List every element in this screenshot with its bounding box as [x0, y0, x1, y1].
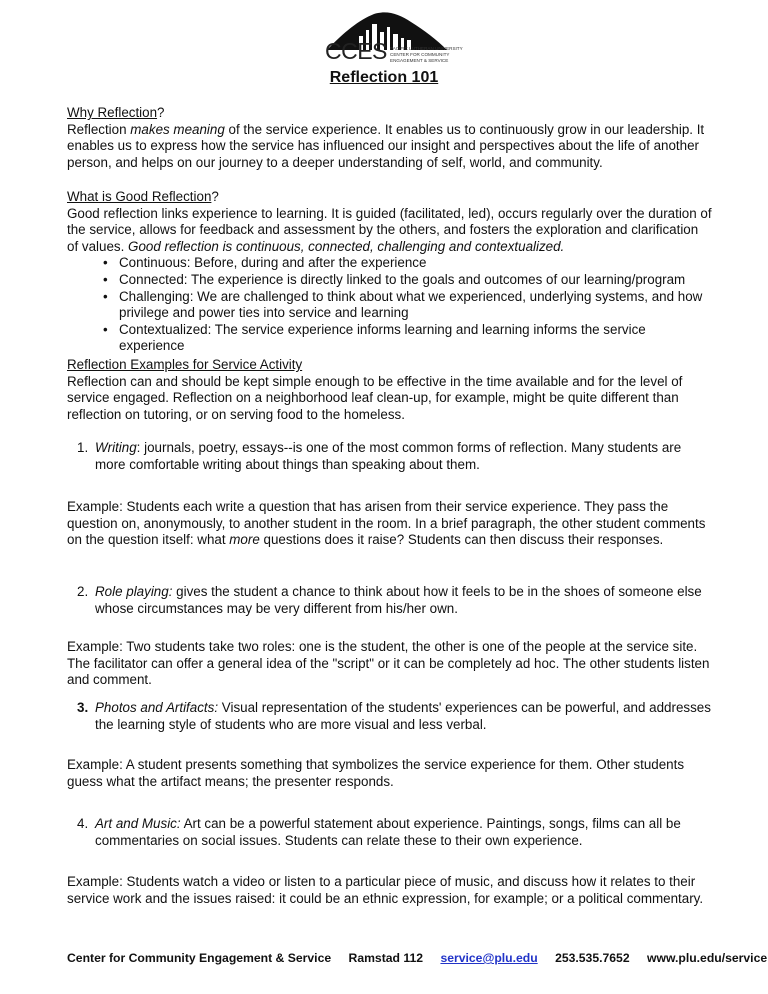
example-3-term: Photos and Artifacts:	[95, 700, 219, 715]
example-4-term: Art and Music:	[95, 816, 181, 831]
list-item: • Challenging: We are challenged to think about what we experienced, underlying systems, and how privilege and power ties into service and learning	[105, 289, 712, 322]
example-2-term: Role playing:	[95, 584, 173, 599]
example-2-rest: gives the student a chance to think about how it feels to be in the shoes of someone else whose circumstances may be very different from his/her own.	[95, 584, 702, 616]
examples-heading-text: Reflection Examples for Service Activity	[67, 357, 303, 372]
example-item-3	[67, 700, 712, 733]
example-1-example	[67, 499, 712, 549]
good-heading-text: What is Good Reflection	[67, 189, 212, 204]
example-1-rest: : journals, poetry, essays--is one of the most common forms of reflection. Many students are more comfortable writing about things than speaking about them.	[95, 440, 682, 472]
example-2-desc	[77, 584, 712, 617]
why-heading	[67, 105, 712, 122]
cces-logo	[319, 10, 463, 72]
logo-text	[390, 46, 463, 64]
good-body: Good reflection links experience to learning. It is guided (facilitated, led), occurs regularly over the duration of the service, allows for feedback and assessment by the others, and fosters the exploration and clarification of values.	[67, 205, 712, 254]
example-4-rest: Art can be a powerful statement about experience. Paintings, songs, films can all be commentaries on social issues. Students can relate these to their own experience.	[95, 816, 681, 848]
good-heading-punct: ?	[211, 189, 219, 204]
example-1-number: 1.	[77, 440, 89, 455]
list-item: • Continuous: Before, during and after the experience	[105, 255, 712, 272]
example-4-example	[67, 874, 712, 907]
example-item-4	[67, 816, 712, 849]
logo-acronym: CCES	[325, 38, 387, 64]
example-4-ex-text: Example: Students watch a video or listen to a particular piece of music, and discuss how it relates to their service work and the issues raised: it could be an ethnic expression, for example; or a political commentary.	[67, 874, 704, 906]
good-paragraph	[67, 206, 712, 256]
example-1-term: Writing	[95, 440, 137, 455]
example-item-2	[67, 584, 712, 617]
example-4-desc	[77, 816, 712, 849]
logo-line2: CENTER FOR COMMUNITY	[390, 52, 450, 57]
example-2-ex-text: Example: Two students take two roles: one is the student, the other is one of the people at the service site. The facilitator can offer a general idea of the "script" or it can be completely ad hoc. The other students listen and comment.	[67, 639, 710, 688]
example-item-1	[67, 440, 712, 473]
example-2-example	[67, 639, 712, 689]
footer-room: Ramstad 112	[348, 951, 424, 965]
examples-heading	[67, 357, 712, 374]
good-section	[67, 189, 712, 355]
example-3-desc	[77, 700, 712, 733]
page-title: Reflection 101	[329, 69, 439, 86]
why-post: of the service experience. It enables us to continuously grow in our leadership. It enables us to express how the service has influenced our insight and perspectives about the life of another person, and helps on our journey to a deeper understanding of self, world, and community.	[67, 121, 705, 170]
why-heading-punct: ?	[157, 105, 165, 120]
example-1-desc	[77, 440, 712, 473]
footer-org: Center for Community Engagement & Service	[67, 951, 332, 965]
list-item: • Contextualized: The service experience informs learning and learning informs the service experience	[105, 322, 712, 355]
good-heading	[67, 189, 712, 206]
example-2-number: 2.	[77, 584, 89, 599]
why-em: makes meaning	[130, 121, 225, 137]
footer-phone: 253.535.7652	[555, 951, 630, 965]
example-1-ex-pre: Example: Students each write a question that has arisen from their service experience. They pass the question on, anonymously, to another student in the room. In a brief paragraph, the other student comments on the question itself: what	[67, 499, 706, 548]
good-em: Good reflection is continuous, connected, challenging and contextualized.	[128, 238, 565, 254]
example-3-number: 3.	[77, 700, 89, 715]
examples-section	[67, 357, 712, 423]
why-section	[67, 105, 712, 171]
example-3-rest: Visual representation of the students' experiences can be powerful, and addresses the learning style of students who are more visual and less verbal.	[95, 700, 711, 732]
example-1-ex-post: questions does it raise? Students can then discuss their responses.	[259, 532, 664, 548]
example-3-example	[67, 757, 712, 790]
example-3-ex-text: Example: A student presents something that symbolizes the service experience for them. Other students guess what the artifact means; the presenter responds.	[67, 757, 685, 789]
logo-line3: ENGAGEMENT & SERVICE	[390, 58, 449, 63]
footer-email-link[interactable]: service@plu.edu	[440, 951, 538, 965]
logo-line1: PACIFIC LUTHERAN UNIVERSITY	[390, 46, 463, 51]
why-heading-text: Why Reflection	[67, 105, 158, 120]
footer-web[interactable]: www.plu.edu/service	[647, 951, 768, 965]
list-item: • Connected: The experience is directly linked to the goals and outcomes of our learning/program	[105, 272, 712, 289]
example-1-ex-em: more	[229, 532, 260, 548]
why-pre: Reflection	[67, 121, 131, 137]
examples-intro: Reflection can and should be kept simple enough to be effective in the time available and for the level of service engaged. Reflection on a neighborhood leaf clean-up, for example, might be quite different than reflection on tutoring, or on serving food to the homeless.	[67, 373, 683, 422]
example-4-number: 4.	[77, 816, 89, 831]
footer	[67, 950, 768, 967]
why-paragraph	[67, 122, 712, 172]
good-bullet-list	[67, 255, 712, 355]
